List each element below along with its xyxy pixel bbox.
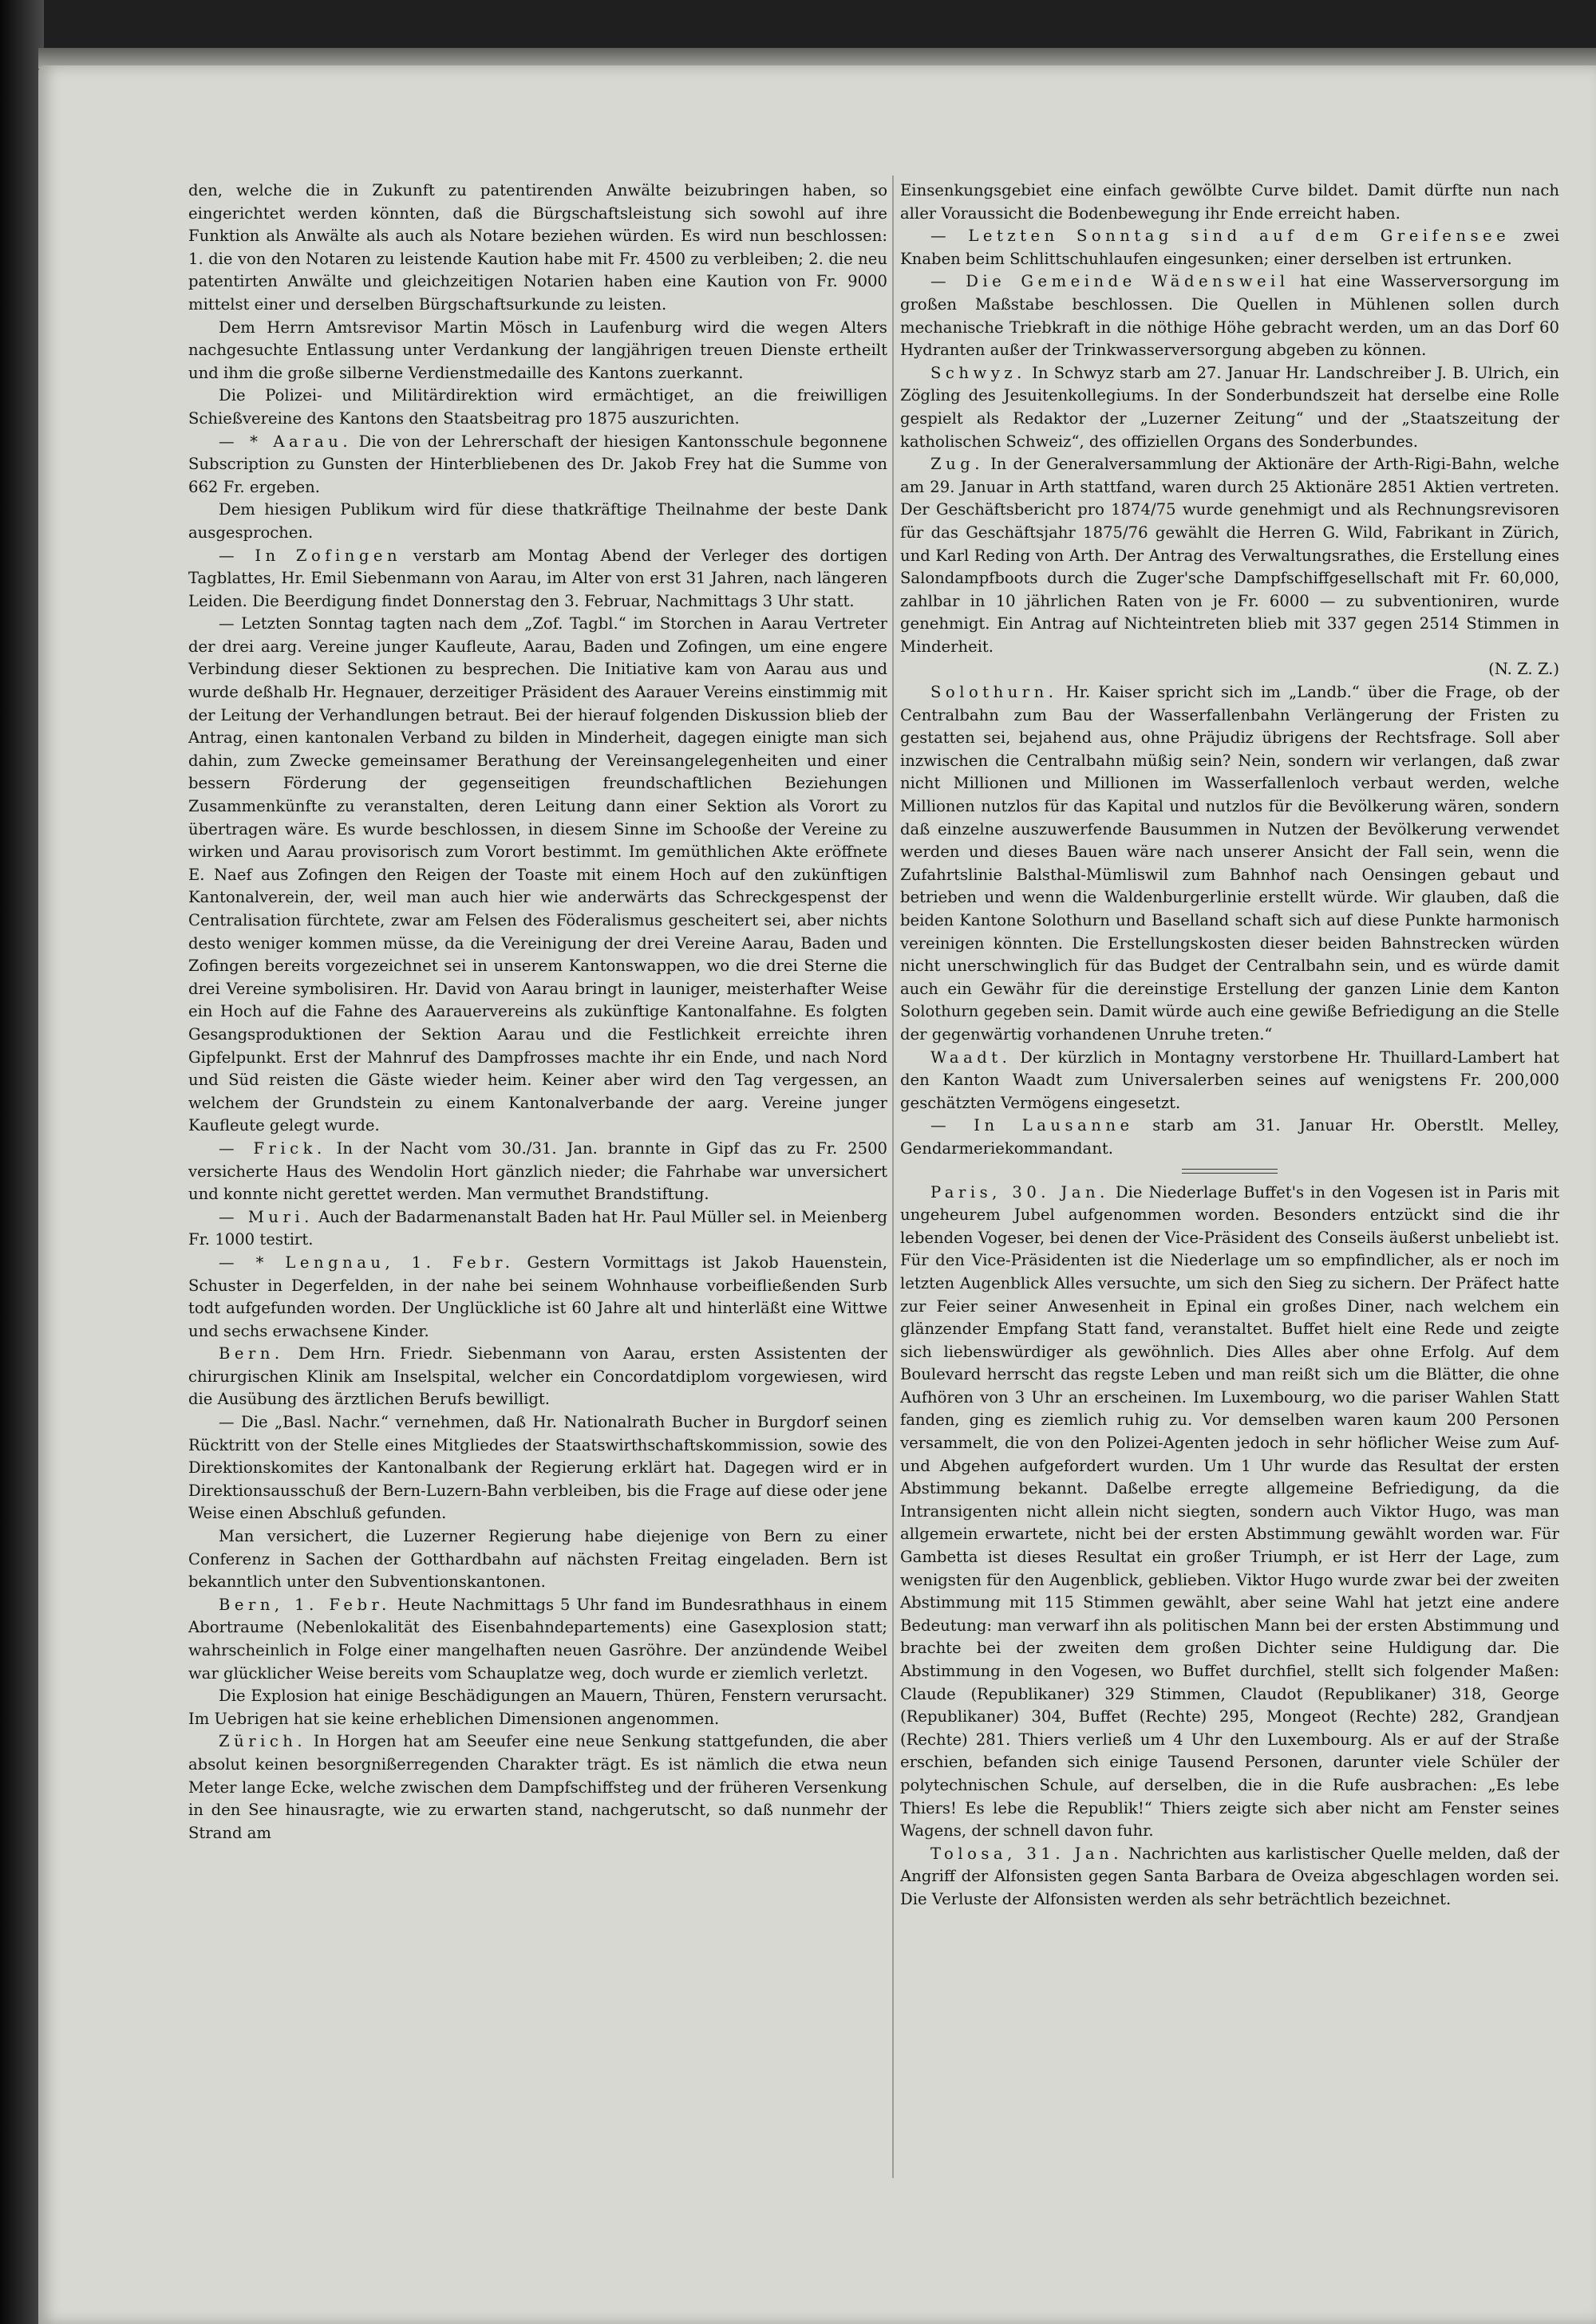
dateline: Tolosa, 31. Jan.: [930, 1844, 1124, 1863]
left-column: [188, 180, 887, 1845]
source-attribution: (N. Z. Z.): [1488, 660, 1559, 679]
article-text: Auch der Badarmenanstalt Baden hat Hr. Paul Müller sel. in Meienberg Fr. 1000 testirt.: [188, 1207, 887, 1249]
article-paragraph: [188, 545, 887, 614]
article-paragraph: [188, 1206, 887, 1252]
article-paragraph: Man versichert, die Luzerner Regierung habe diejenige von Bern zu einer Conferenz in Sachen der Gotthardbahn auf nächsten Freitag eingeladen. Bern ist bekanntlich unter den Subventionskantonen.: [188, 1527, 887, 1592]
article-paragraph: — Die „Basl. Nachr.“ vernehmen, daß Hr. Nationalrath Bucher in Burgdorf seinen Rücktritt von der Stelle eines Mitgliedes der Staatswirthschaftskommission, sowie des Direktionskomites der Kantonalbank der Regierung erklärt hat. Dagegen wird er in Direktionsausschuß der Bern-Luzern-Bahn verbleiben, bis die Frage auf diese oder jene Weise einen Abschluß gefunden.: [188, 1413, 887, 1523]
article-text: Dem Hrn. Friedr. Siebenmann von Aarau, ersten Assistenten der chirurgischen Klinik am Inselspital, welcher ein Concordatdiplom vorgewiesen, wird die Ausübung des ärztlichen Berufs bewilligt.: [188, 1344, 887, 1409]
article-paragraph: [188, 1252, 887, 1343]
article-paragraph: [188, 431, 887, 499]
dateline: — Muri.: [219, 1207, 314, 1226]
dateline: Schwyz.: [930, 363, 1026, 382]
dateline: Zug.: [930, 455, 984, 474]
article-text: In der Generalversammlung der Aktionäre der Arth-Rigi-Bahn, welche am 29. Januar in Arth stattfand, waren durch 25 Aktionäre 2851 Aktien vertreten. Der Geschäftsbericht pro 1874/75 wurde genehmigt und als Rechnungsrevisoren für das Geschäftsjahr 1875/76 gewählt die Herren G. Wild, Fabrikant in Zürich, und Karl Reding von Arth. Der Antrag des Verwaltungsrathes, die Erstellung eines Salondampfboots durch die Zuger'sche Dampfschiffgesellschaft mit Fr. 60,000, zahlbar in 10 jährlichen Raten von je Fr. 6000 — zu subventioniren, wurde genehmigt. Ein Antrag auf Nichteintreten blieb mit 337 gegen 2514 Stimmen in Minderheit.: [900, 455, 1559, 656]
article-text: Nachrichten aus karlistischer Quelle melden, daß der Angriff der Alfonsisten gegen Santa Barbara de Oveiza abgeschlagen worden sei. Die Verluste der Alfonsisten werden als sehr beträchtlich bezeichnet.: [900, 1844, 1559, 1908]
article-paragraph: [188, 1730, 887, 1845]
article-text: Die Niederlage Buffet's in den Vogesen ist in Paris mit ungeheurem Jubel aufgenommen worden. Besonders entzückt sind die ihr lebenden Vogeser, bei denen der Vice-Präsident des Conseils äußerst unbeliebt ist. Für den Vice-Präsidenten ist die Niederlage um so empfindlicher, als er noch im letzten Augenblick Alles versuchte, um sich den Sieg zu sichern. Der Präfect hatte zur Feier seiner Anwesenheit in Epinal ein großes Diner, nach welchem ein glänzender Empfang Statt fand, veranstaltet. Buffet hielt eine Rede und zeigte sich liebenswürdiger als gewöhnlich. Dies Alles aber ohne Erfolg. Auf dem Boulevard herrscht das regste Leben und man reißt sich um die Blätter, die ohne Aufhören von 3 Uhr an erscheinen. Im Luxembourg, wo die pariser Wahlen Statt fanden, ging es ziemlich ruhig zu. Vor demselben waren kaum 200 Personen versammelt, die von den Polizei-Agenten jedoch in sehr höflicher Weise zum Auf- und Abgehen aufgefordert wurden. Um 1 Uhr wurde das Resultat der ersten Abstimmung bekannt. Daßelbe erregte allgemeine Befriedigung, da die Intransigenten nicht allein nicht siegten, sondern auch Viktor Hugo, was man allgemein erwartete, nicht bei der ersten Abstimmung gewählt worden war. Für Gambetta ist dieses Resultat ein großer Triumph, er ist Herr der Lage, zum wenigsten für den Augenblick, geblieben. Viktor Hugo wurde zwar bei der zweiten Abstimmung mit 115 Stimmen gewählt, aber seine Wahl hat jetzt eine andere Bedeutung: man verwarf ihn als politischen Mann bei der ersten Abstimmung und brachte bei der zweiten dem großen Dichter seine Huldigung dar. Die Abstimmung in den Vogesen, wo Buffet durchfiel, stellt sich folgender Maßen: Claude (Republikaner) 329 Stimmen, Claudot (Republikaner) 318, George (Republikaner) 304, Buffet (Rechte) 295, Mongeot (Rechte) 282, Grandjean (Rechte) 281. Thiers verließ um 4 Uhr den Luxembourg. Als er auf der Straße erschien, befanden sich einige Tausend Personen, darunter viele Schüler der polytechnischen Schule, auf derselben, die in die Rufe ausbrachen: „Es lebe Thiers! Es lebe die Republik!“ Thiers zeigte sich aber nicht am Fenster seines Wagens, der schnell davon fuhr.: [900, 1182, 1559, 1841]
article-text: verstarb am Montag Abend der Verleger des dortigen Tagblattes, Hr. Emil Siebenmann von Aarau, im Alter von erst 31 Jahren, nach längeren Leiden. Die Beerdigung findet Donnerstag den 3. Februar, Nachmittags 3 Uhr statt.: [188, 546, 888, 610]
article-paragraph: [188, 1594, 887, 1685]
article-paragraph: [188, 1138, 887, 1206]
article-paragraph: Dem Herrn Amtsrevisor Martin Mösch in Laufenburg wird die wegen Alters nachgesuchte Entlassung unter Verdankung der langjährigen treuen Dienste ertheilt und ihm die große silberne Verdienstmedaille des Kantons zuerkannt.: [188, 318, 887, 382]
dateline: — In Lausanne: [930, 1116, 1134, 1135]
article-paragraph: [900, 1115, 1559, 1160]
article-text: Die von der Lehrerschaft der hiesigen Kantonsschule begonnene Subscription zu Gunsten der Hinterbliebenen des Dr. Jakob Frey hat die Summe von 662 Fr. ergeben.: [188, 432, 887, 496]
article-text: In Schwyz starb am 27. Januar Hr. Landschreiber J. B. Ulrich, ein Zögling des Jesuitenkollegiums. In der Sonderbundszeit hat derselbe eine Rolle gespielt als Redaktor der „Luzerner Zeitung“ und der „Staatszeitung der katholischen Schweiz“, des offiziellen Organs des Sonderbundes.: [900, 363, 1560, 451]
article-paragraph: [900, 225, 1559, 270]
dateline: Bern.: [219, 1344, 284, 1363]
article-paragraph: den, welche die in Zukunft zu patentirenden Anwälte beizubringen haben, so eingerichtet werden könnten, daß die Bürgschaftsleistung sich sowohl auf ihre Funktion als Anwälte als auch als Notare beziehen würden. Es wird nun beschlossen: 1. die von den Notaren zu leistende Kaution habe mit Fr. 4500 zu verbleiben; 2. die neu patentirten Anwälte und gleichzeitigen Notarien haben eine Kaution von Fr. 9000 mittelst einer und derselben Bürgschaftsurkunde zu leisten.: [188, 181, 887, 314]
article-text: Hr. Kaiser spricht sich im „Landb.“ über die Frage, ob der Centralbahn zum Bau der Wasserfallenbahn Verlängerung der Fristen zu gestatten sei, bejahend aus, ohne Präjudiz übrigens der Rechtsfrage. Soll aber inzwischen die Centralbahn müßig sein? Nein, sondern wir verlangen, daß zwar nicht Millionen und Millionen im Wasserfallenloch verbaut werden, welche Millionen nutzlos für das Kapital und nutzlos für die Bevölkerung wären, sondern daß einzelne auszuwerfende Bausummen in Nutzen der Bevölkerung verwendet werden und dieses Bauen wäre nach unserer Ansicht der Fall sein, wenn die Zufahrtslinie Balsthal-Mümliswil zum Bahnhof nach Oensingen gebaut und betrieben und wenn die Waldenburgerlinie erstellt würde. Wir glauben, daß die beiden Kantone Solothurn und Baselland schaft sich auf diese Punkte harmonisch vereinigen könnten. Die Erstellungskosten dieser beiden Bahnstrecken würden nicht unerschwinglich für das Budget der Centralbahn sein, und es würde damit auch ein Gewähr für die dereinstige Erstellung der ganzen Linie dem Kanton Solothurn gegeben sein. Damit würde auch eine gewiße Befriedigung an die Stelle der gegenwärtig vorhandenen Unruhe treten.“: [900, 683, 1559, 1044]
article-text: Heute Nachmittags 5 Uhr fand im Bundesrathhaus in einem Abortraume (Nebenlokalität des Eisenbahndepartements) eine Gasexplosion statt; wahrscheinlich in Folge einer mangelhaften neuen Gasröhre. Der anzündende Weibel war glücklicher Weise bereits vom Schauplatze weg, doch wurde er ziemlich verletzt.: [188, 1595, 887, 1683]
article-paragraph: [900, 270, 1559, 361]
article-paragraph: [900, 1182, 1559, 1843]
article-text: starb am 31. Januar Hr. Oberstlt. Melley, Gendarmeriekommandant.: [900, 1116, 1559, 1158]
article-paragraph: Dem hiesigen Publikum wird für diese thatkräftige Theilnahme der beste Dank ausgesprochen.: [188, 500, 887, 542]
column-divider: [892, 176, 894, 2178]
article-paragraph: [900, 453, 1559, 658]
article-paragraph: [188, 1343, 887, 1411]
dateline: — In Zofingen: [219, 546, 402, 565]
article-paragraph: — Letzten Sonntag tagten nach dem „Zof. Tagbl.“ im Storchen in Aarau Vertreter der drei aarg. Vereine junger Kaufleute, Aarau, Baden und Zofingen, um eine engere Verbindung dieser Sektionen zu besprechen. Die Initiative kam von Aarau aus und wurde deßhalb Hr. Hegnauer, derzeitiger Präsident des Aarauer Vereins einstimmig mit der Leitung der Verhandlungen betraut. Bei der hierauf folgenden Diskussion blieb der Antrag, einen kantonalen Verband zu bilden in Minderheit, dagegen einigte man sich dahin, zum Zwecke gemeinsamer Berathung der Vereinsangelegenheiten und einer bessern Förderung der gegenseitigen freundschaftlichen Beziehungen Zusammenkünfte zu veranstalten, deren Leitung dann einer Sektion als Vorort zu übertragen wäre. Es wurde beschlossen, in diesem Sinne im Schooße der Vereine zu wirken und Aarau provisorisch zum Vorort bestimmt. Im gemüthlichen Akte eröffnete E. Naef aus Zofingen den Reigen der Toaste mit einem Hoch auf den zukünftigen Kantonalverein, der, weil man auch hier wie anderwärts das Schreckgespenst der Centralisation fürchtete, zwar am Felsen des Föderalismus gescheitert sei, aber nichts desto weniger kommen müsse, da die Vereinigung der drei Vereine Aarau, Baden und Zofingen bereits vorgezeichnet sei in unserem Kantonswappen, wo die drei Sterne die drei Vereine symbolisiren. Hr. David von Aarau bringt in launiger, meisterhafter Weise ein Hoch auf die Fahne des Aarauervereins als zukünftige Kantonalfahne. Es folgten Gesangsproduktionen der Sektion Aarau und die Festlichkeit erreichte ihren Gipfelpunkt. Erst der Mahnruf des Dampfrosses machte ihr ein Ende, und nach Nord und Süd reisten die Gäste wieder heim. Keiner aber wird den Tag vergessen, an welchem der Grundstein zu einem Kantonalverbande der aarg. Vereine junger Kaufleute gelegt wurde.: [188, 614, 887, 1135]
section-separator: [1182, 1169, 1278, 1174]
dateline: Paris, 30. Jan.: [930, 1182, 1109, 1201]
dateline: — * Aarau.: [219, 432, 353, 451]
article-text: hat eine Wasserversorgung im großen Maßstabe beschlossen. Die Quellen in Mühlenen sollen durch mechanische Triebkraft in die nöthige Höhe gebracht werden, um an das Dorf 60 Hydranten außer der Trinkwasserversorgung abgeben zu können.: [900, 272, 1560, 360]
dateline: — Die Gemeinde Wädensweil: [930, 272, 1290, 291]
article-text: In Horgen hat am Seeufer eine neue Senkung stattgefunden, die aber absolut keinen besorgnißerregenden Charakter trägt. Es ist nämlich die etwa neun Meter lange Ecke, welche zwischen dem Dampfschiffsteg und der früheren Versenkung in den See hinausragte, wie zu erwarten stand, nachgerutscht, so daß nunmehr der Strand am: [188, 1732, 887, 1842]
article-paragraph: Einsenkungsgebiet eine einfach gewölbte Curve bildet. Damit dürfte nun nach aller Voraussicht die Bodenbewegung ihr Ende erreicht haben.: [900, 181, 1559, 223]
dateline: — Letzten Sonntag sind auf dem Greifensee: [930, 227, 1511, 246]
article-paragraph: Die Polizei- und Militärdirektion wird ermächtiget, an die freiwilligen Schießvereine des Kantons den Staatsbeitrag pro 1875 auszurichten.: [188, 386, 887, 428]
dateline: Solothurn.: [930, 683, 1058, 702]
article-paragraph: [900, 1047, 1559, 1115]
article-text: Gestern Vormittags ist Jakob Hauenstein, Schuster in Degerfelden, in der nahe bei seinem Wohnhause vorbeifließenden Surb todt aufgefunden worden. Der Unglückliche ist 60 Jahre alt und hinterläßt eine Wittwe und sechs erwachsene Kinder.: [188, 1253, 887, 1340]
dateline: Zürich.: [219, 1732, 307, 1751]
dateline: Bern, 1. Febr.: [219, 1595, 391, 1614]
article-text: Der kürzlich in Montagny verstorbene Hr. Thuillard-Lambert hat den Kanton Waadt zum Universalerben seines auf wenigstens Fr. 200,000 geschätzten Vermögens eingesetzt.: [900, 1048, 1559, 1112]
dateline: — * Lengnau, 1. Febr.: [219, 1253, 515, 1272]
article-paragraph: [900, 362, 1559, 453]
article-paragraph: [900, 1843, 1559, 1912]
dateline: Waadt.: [930, 1048, 1012, 1067]
article-text: zwei Knaben beim Schlittschuhlaufen eingesunken; einer derselben ist ertrunken.: [900, 227, 1559, 268]
article-paragraph: [900, 681, 1559, 1047]
dateline: — Frick.: [219, 1138, 326, 1158]
article-paragraph: Die Explosion hat einige Beschädigungen an Mauern, Thüren, Fenstern verursacht. Im Uebrigen hat sie keine erheblichen Dimensionen angenommen.: [188, 1687, 887, 1728]
right-column: [900, 180, 1559, 1912]
article-text: In der Nacht vom 30./31. Jan. brannte in Gipf das zu Fr. 2500 versicherte Haus des Wendolin Hort gänzlich nieder; die Fahrhabe war unversichert und konnte nicht gerettet werden. Man vermuthet Brandstiftung.: [188, 1138, 888, 1204]
book-spine: [0, 0, 44, 2324]
